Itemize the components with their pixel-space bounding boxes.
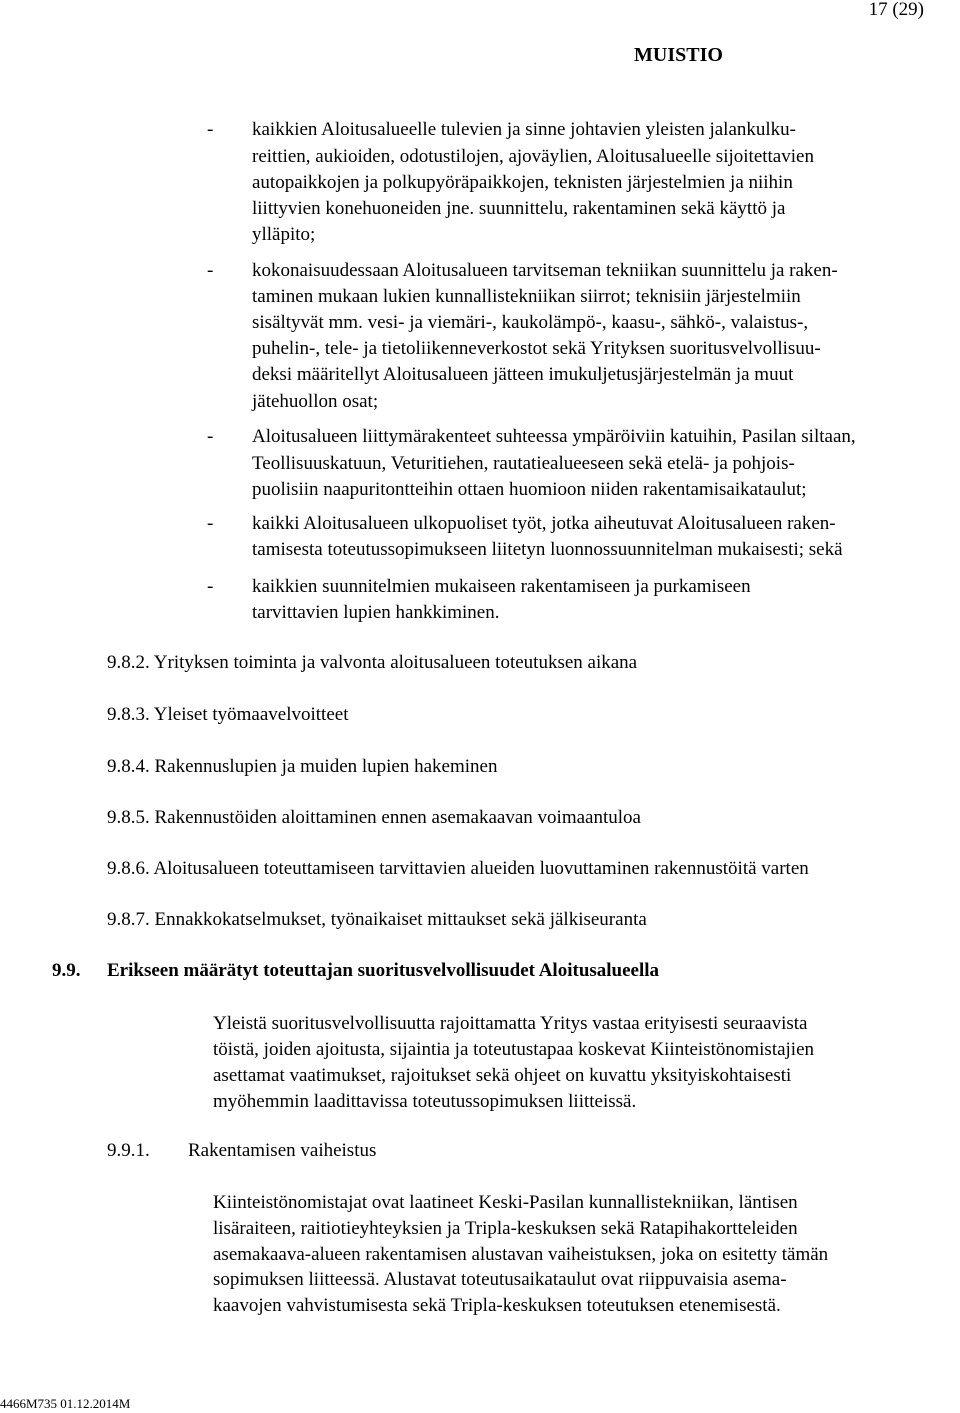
bullet-line: sisältyvät mm. vesi- ja viemäri-, kaukolämpö-, kaasu-, sähkö-, valaistus-, [252,312,809,333]
paragraph-line: myöhemmin laadittavissa toteutussopimuksen liitteissä. [213,1091,637,1112]
bullet-line: reittien, aukioiden, odotustilojen, ajoväylien, Aloitusalueelle sijoitettavien [252,146,814,167]
page-number: 17 (29) [868,0,924,20]
bullet-line: autopaikkojen ja polkupyöräpaikkojen, teknisten järjestelmien ja niihin [252,172,793,193]
bullet-line: tamisesta toteutussopimukseen liitetyn luonnossuunnitelman mukaisesti; sekä [252,539,843,560]
bullet-line: ylläpito; [252,224,316,245]
bullet-line: kaikkien suunnitelmien mukaiseen rakentamiseen ja purkamiseen [252,576,751,597]
paragraph-line: töistä, joiden ajoitusta, sijaintia ja toteutustapaa koskevat Kiinteistönomistajien [213,1039,815,1060]
paragraph-line: lisäraiteen, raitiotieyhteyksien ja Tripla-keskuksen sekä Ratapihakortteleiden [213,1218,798,1239]
subsection-heading-9-8-5: 9.8.5. Rakennustöiden aloittaminen ennen asemakaavan voimaantuloa [107,807,641,828]
bullet-line: liittyvien konehuoneiden jne. suunnittelu, rakentaminen sekä käyttö ja [252,198,786,219]
bullet-line: puolisiin naapuritontteihin ottaen huomioon niiden rakentamisaikataulut; [252,479,807,500]
bullet-dash: - [207,426,214,447]
bullet-line: kaikkien Aloitusalueelle tulevien ja sinne johtavien yleisten jalankulku- [252,119,796,140]
bullet-line: Teollisuuskatuun, Veturitiehen, rautatiealueeseen sekä etelä- ja pohjois- [252,453,795,474]
section-title: Erikseen määrätyt toteuttajan suoritusvelvollisuudet Aloitusalueella [107,960,660,981]
paragraph-line: Yleistä suoritusvelvollisuutta rajoittamatta Yritys vastaa erityisesti seuraavista [213,1013,808,1034]
subsection-number: 9.9.1. [107,1140,150,1161]
subsection-title: Rakentamisen vaiheistus [188,1140,377,1161]
subsection-heading-9-8-3: 9.8.3. Yleiset työmaavelvoitteet [107,704,349,725]
bullet-line: kokonaisuudessaan Aloitusalueen tarvitseman tekniikan suunnittelu ja raken- [252,260,838,281]
paragraph-line: sopimuksen liitteessä. Alustavat toteutusaikataulut ovat riippuvaisia asema- [213,1269,787,1290]
bullet-line: kaikki Aloitusalueen ulkopuoliset työt, jotka aiheutuvat Aloitusalueen raken- [252,513,836,534]
footer-code: 4466M735 01.12.2014M [0,1396,131,1411]
subsection-heading-9-8-6: 9.8.6. Aloitusalueen toteuttamiseen tarvittavien alueiden luovuttaminen rakennustöitä varten [107,858,809,879]
bullet-line: jätehuollon osat; [252,391,379,412]
paragraph-line: kaavojen vahvistumisesta sekä Tripla-keskuksen toteutuksen etenemisestä. [213,1295,781,1316]
paragraph-line: asettamat vaatimukset, rajoitukset sekä ohjeet on kuvattu yksityiskohtaisesti [213,1065,792,1086]
bullet-line: tarvittavien lupien hankkiminen. [252,602,500,623]
bullet-dash: - [207,260,214,281]
section-number: 9.9. [52,960,81,981]
paragraph-line: asemakaava-alueen rakentamisen alustavan vaiheistuksen, joka on esitetty tämän [213,1244,829,1265]
subsection-heading-9-8-7: 9.8.7. Ennakkokatselmukset, työnaikaiset mittaukset sekä jälkiseuranta [107,909,647,930]
bullet-line: puhelin-, tele- ja tietoliikenneverkostot sekä Yrityksen suoritusvelvollisuu- [252,338,821,359]
bullet-line: deksi määritellyt Aloitusalueen jätteen imukuljetusjärjestelmän ja muut [252,364,794,385]
document-title: MUISTIO [634,44,723,66]
paragraph-line: Kiinteistönomistajat ovat laatineet Keski-Pasilan kunnallistekniikan, läntisen [213,1192,798,1213]
bullet-dash: - [207,576,214,597]
subsection-heading-9-8-4: 9.8.4. Rakennuslupien ja muiden lupien hakeminen [107,756,498,777]
bullet-line: taminen mukaan lukien kunnallistekniikan siirrot; teknisiin järjestelmiin [252,286,801,307]
bullet-line: Aloitusalueen liittymärakenteet suhteessa ympäröiviin katuihin, Pasilan siltaan, [252,426,856,447]
bullet-dash: - [207,119,214,140]
bullet-dash: - [207,513,214,534]
subsection-heading-9-8-2: 9.8.2. Yrityksen toiminta ja valvonta aloitusalueen toteutuksen aikana [107,652,638,673]
